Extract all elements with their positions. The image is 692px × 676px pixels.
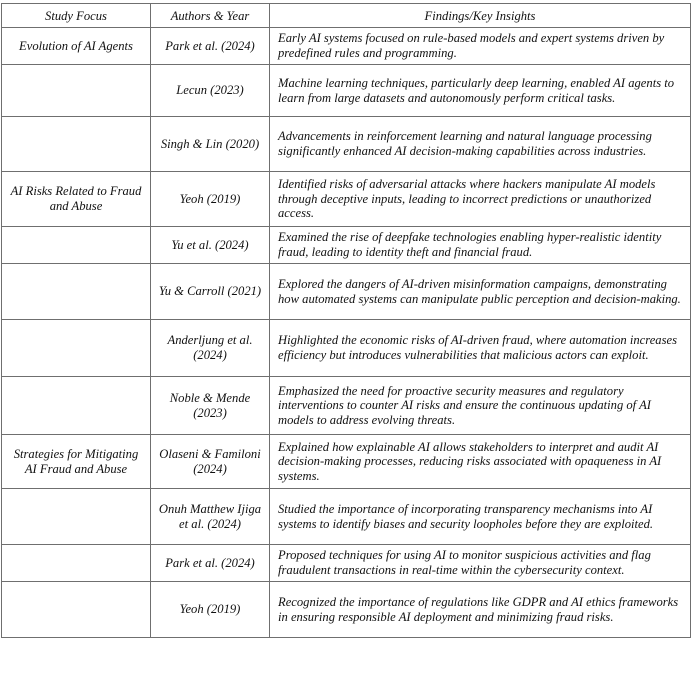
study-focus-cell: AI Risks Related to Fraud and Abuse: [2, 172, 151, 227]
literature-review-table: [1, 3, 691, 638]
table-row: [2, 435, 691, 489]
table-header-row: [2, 4, 691, 28]
table-row: [2, 65, 691, 117]
study-focus-cell: [2, 117, 151, 172]
authors-cell: Yu & Carroll (2021): [151, 264, 270, 320]
authors-cell: Onuh Matthew Ijiga et al. (2024): [151, 489, 270, 545]
finding-cell: Studied the importance of incorporating transparency mechanisms into AI systems to identify biases and security loopholes before they are exploited.: [270, 489, 691, 545]
study-focus-cell: [2, 489, 151, 545]
study-focus-cell: [2, 377, 151, 435]
authors-cell: Olaseni & Familoni (2024): [151, 435, 270, 489]
authors-cell: Noble & Mende (2023): [151, 377, 270, 435]
authors-cell: Anderljung et al. (2024): [151, 320, 270, 377]
header-findings: Findings/Key Insights: [270, 4, 691, 28]
study-focus-cell: [2, 227, 151, 264]
study-focus-cell: [2, 264, 151, 320]
finding-cell: Recognized the importance of regulations like GDPR and AI ethics frameworks in ensuring responsible AI deployment and minimizing fraud risks.: [270, 582, 691, 638]
authors-cell: Singh & Lin (2020): [151, 117, 270, 172]
finding-cell: Proposed techniques for using AI to monitor suspicious activities and flag fraudulent transactions in real-time within the cybersecurity context.: [270, 545, 691, 582]
table-row: [2, 320, 691, 377]
authors-cell: Yeoh (2019): [151, 172, 270, 227]
table-row: [2, 264, 691, 320]
study-focus-cell: [2, 545, 151, 582]
table-row: [2, 489, 691, 545]
authors-cell: Park et al. (2024): [151, 28, 270, 65]
finding-cell: Advancements in reinforcement learning and natural language processing significantly enhanced AI decision-making capabilities across industries.: [270, 117, 691, 172]
study-focus-cell: [2, 582, 151, 638]
table-row: [2, 117, 691, 172]
table-row: [2, 172, 691, 227]
study-focus-cell: [2, 65, 151, 117]
finding-cell: Examined the rise of deepfake technologies enabling hyper-realistic identity fraud, leading to identity theft and financial fraud.: [270, 227, 691, 264]
finding-cell: Explained how explainable AI allows stakeholders to interpret and audit AI decision-making processes, reducing risks associated with opaqueness in AI systems.: [270, 435, 691, 489]
study-focus-cell: Evolution of AI Agents: [2, 28, 151, 65]
finding-cell: Explored the dangers of AI-driven misinformation campaigns, demonstrating how automated systems can manipulate public perception and decision-making.: [270, 264, 691, 320]
header-authors-year: Authors & Year: [151, 4, 270, 28]
finding-cell: Early AI systems focused on rule-based models and expert systems driven by predefined rules and programming.: [270, 28, 691, 65]
finding-cell: Machine learning techniques, particularly deep learning, enabled AI agents to learn from large datasets and autonomously perform critical tasks.: [270, 65, 691, 117]
table-row: [2, 582, 691, 638]
header-study-focus: Study Focus: [2, 4, 151, 28]
table-row: [2, 545, 691, 582]
authors-cell: Lecun (2023): [151, 65, 270, 117]
finding-cell: Highlighted the economic risks of AI-driven fraud, where automation increases efficiency but introduces vulnerabilities that malicious actors can exploit.: [270, 320, 691, 377]
authors-cell: Yeoh (2019): [151, 582, 270, 638]
finding-cell: Identified risks of adversarial attacks where hackers manipulate AI models through deceptive inputs, leading to incorrect predictions or unauthorized access.: [270, 172, 691, 227]
study-focus-cell: Strategies for Mitigating AI Fraud and Abuse: [2, 435, 151, 489]
finding-cell: Emphasized the need for proactive security measures and regulatory interventions to counter AI risks and ensure the continuous updating of AI models to address evolving threats.: [270, 377, 691, 435]
authors-cell: Park et al. (2024): [151, 545, 270, 582]
table-row: [2, 377, 691, 435]
authors-cell: Yu et al. (2024): [151, 227, 270, 264]
study-focus-cell: [2, 320, 151, 377]
table-row: [2, 227, 691, 264]
table-row: [2, 28, 691, 65]
